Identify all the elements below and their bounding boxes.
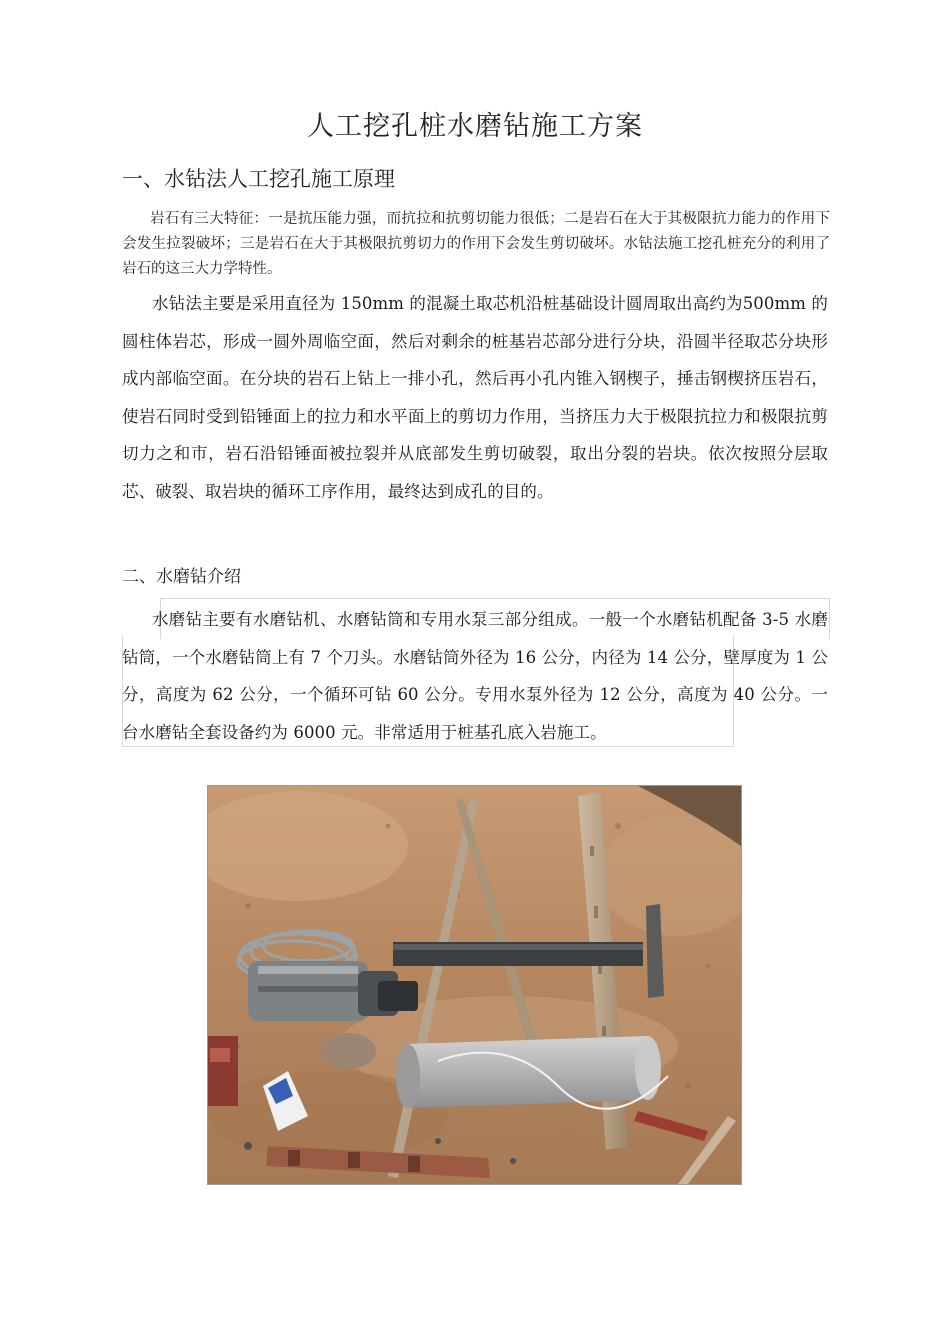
section1-paragraph-1: 岩石有三大特征：一是抗压能力强，而抗拉和抗剪切能力很低；二是岩石在大于其极限抗力能力的作用下会发生拉裂破坏；三是岩石在大于其极限抗剪切力的作用下会发生剪切破坏。水钻法施工挖孔桩充分的利用了岩石的这三大力学特性。 bbox=[122, 211, 830, 277]
section1-paragraph-2: 水钻法主要是采用直径为 150mm 的混凝土取芯机沿桩基础设计圆周取出高约为500mm 的圆柱体岩芯，形成一圆外周临空面，然后对剩余的桩基岩芯部分进行分块，沿圆半径取芯分块形成内部临空面。在分块的岩石上钻上一排小孔，然后再小孔内锥入钢楔子，捶击钢楔挤压岩石，使岩石同时受到铅锤面上的拉力和水平面上的剪切力作用，当挤压力大于极限抗拉力和极限抗剪切力之和市，岩石沿铅锤面被拉裂并从底部发生剪切破裂，取出分裂的岩块。依次按照分层取芯、破裂、取岩块的循环工序作用，最终达到成孔的目的。 bbox=[122, 294, 828, 501]
section2-paragraph-1: 水磨钻主要有水磨钻机、水磨钻筒和专用水泵三部分组成。一般一个水磨钻机配备 3-5 水磨钻筒，一个水磨钻筒上有 7 个刀头。水磨钻筒外径为 16 公分，内径为 14 公分，壁厚度为 1 公分，高度为 62 公分，一个循环可钻 60 公分。专用水泵外径为 12 公分，高度为 40 公分。一台水磨钻全套设备约为 6000 元。非常适用于桩基孔底入岩施工。 bbox=[122, 610, 828, 742]
photo-illustration bbox=[208, 786, 741, 1184]
section2-heading: 二、水磨钻介绍 bbox=[122, 567, 241, 587]
drilling-equipment-photo bbox=[207, 785, 742, 1185]
section1-heading: 一、水钻法人工挖孔施工原理 bbox=[122, 167, 395, 191]
document-title: 人工挖孔桩水磨钻施工方案 bbox=[307, 111, 643, 142]
